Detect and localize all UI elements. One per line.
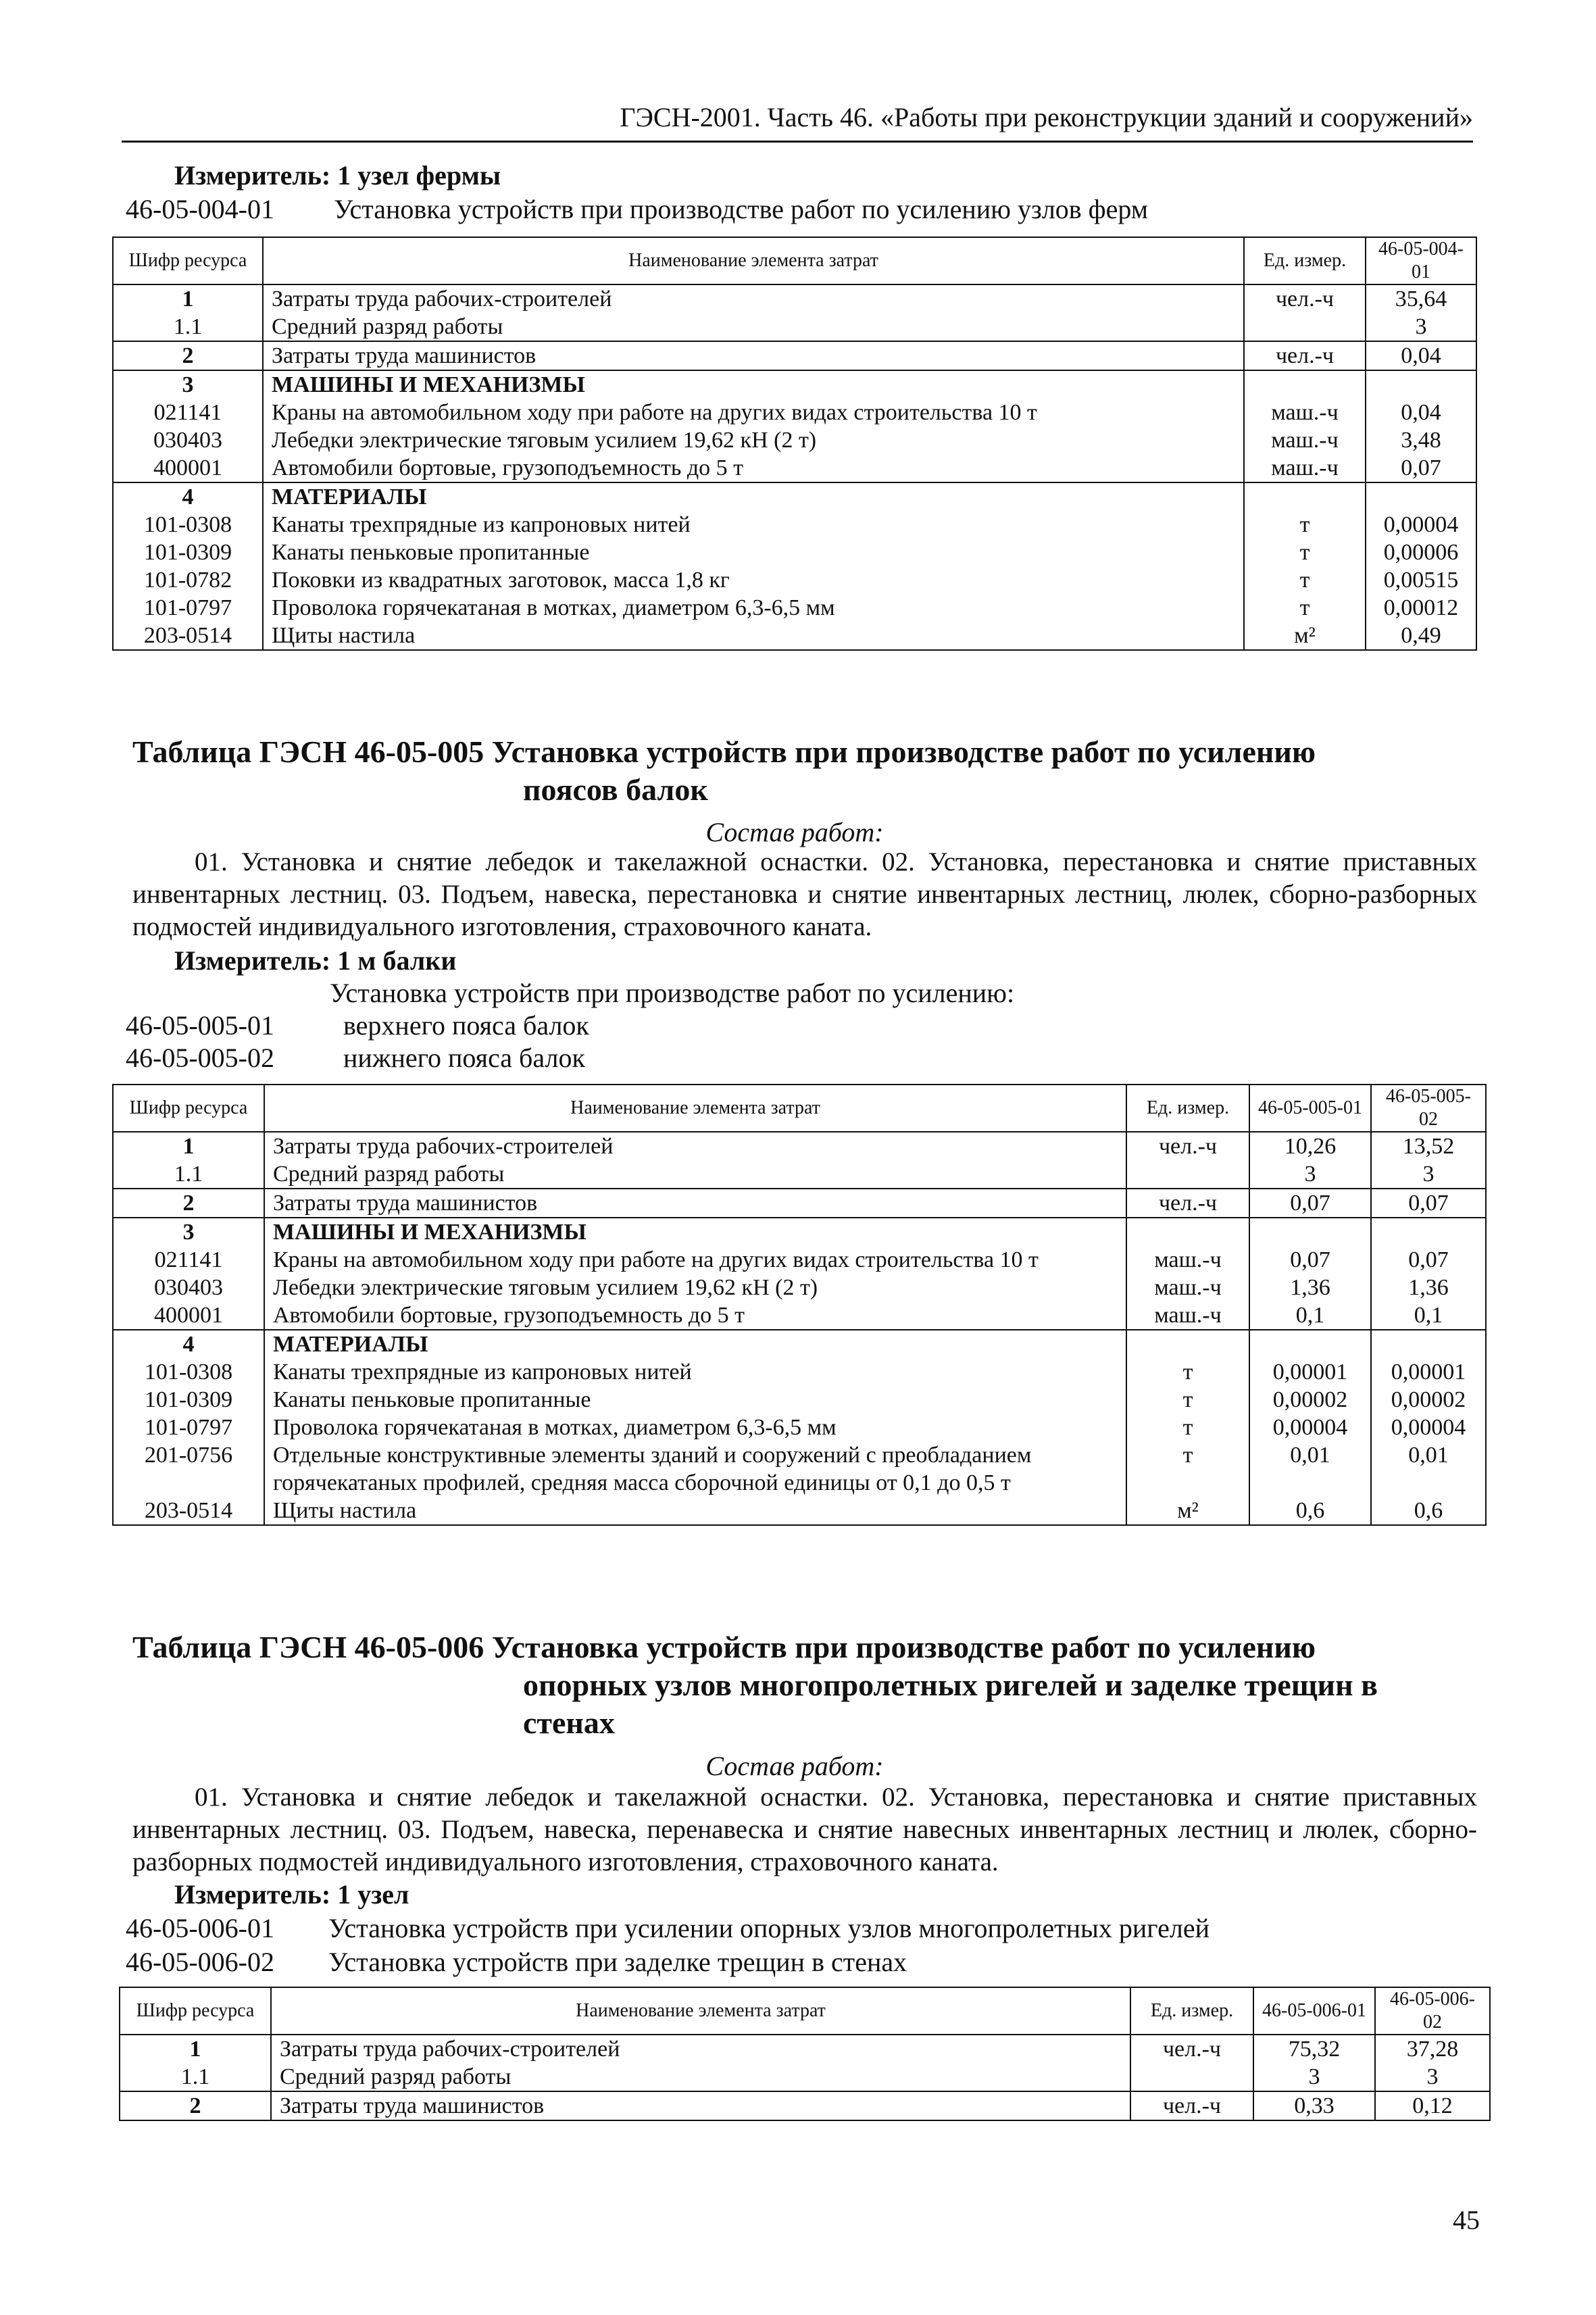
column-header: Наименование элемента затрат <box>263 237 1244 284</box>
cell-value: 0,00001 <box>1249 1358 1371 1386</box>
cell-name: Краны на автомобильном ходу при работе на других видах строительства 10 т <box>264 1246 1126 1274</box>
cell-code: 2 <box>113 1189 264 1218</box>
cell-value: 0,00012 <box>1366 594 1476 622</box>
cell-code: 101-0308 <box>113 511 263 539</box>
item-desc: Установка устройств при усилении опорных узлов многопролетных ригелей <box>328 1913 1210 1943</box>
title-line-2: поясов балок <box>523 772 708 807</box>
cell-unit: м² <box>1126 1497 1249 1525</box>
cell-unit: т <box>1126 1414 1249 1441</box>
item-desc: Установка устройств при производстве работ по усилению узлов ферм <box>334 194 1149 224</box>
cell-name: Автомобили бортовые, грузоподъемность до 5 т <box>263 454 1244 482</box>
cell-name: Проволока горячекатаная в мотках, диаметром 6,3-6,5 мм <box>264 1414 1126 1441</box>
cell-name: Канаты пеньковые пропитанные <box>264 1386 1126 1414</box>
table-46-05-004 <box>112 237 1477 651</box>
cell-code: 1.1 <box>113 1160 264 1189</box>
cell-unit: т <box>1126 1386 1249 1414</box>
cell-code: 101-0309 <box>113 539 263 566</box>
cell-unit: маш.-ч <box>1126 1274 1249 1301</box>
item-code: 46-05-005-02 <box>126 1043 274 1073</box>
cell-code: 030403 <box>113 426 263 454</box>
table-row <box>113 1218 1486 1246</box>
cell-name: Канаты трехпрядные из капроновых нитей <box>264 1358 1126 1386</box>
cell-unit <box>1130 2063 1253 2091</box>
cell-name: Канаты трехпрядные из капроновых нитей <box>263 511 1244 539</box>
cell-name: Лебедки электрические тяговым усилием 19,62 кН (2 т) <box>264 1274 1126 1301</box>
cell-unit: маш.-ч <box>1244 426 1366 454</box>
table-row <box>113 1132 1486 1160</box>
cell-name: Автомобили бортовые, грузоподъемность до 5 т <box>264 1301 1126 1330</box>
cell-name: Лебедки электрические тяговым усилием 19,62 кН (2 т) <box>263 426 1244 454</box>
table-row <box>113 1301 1486 1330</box>
cell-name: Затраты труда рабочих-строителей <box>264 1132 1126 1160</box>
cell-code: 201-0756 <box>113 1441 264 1497</box>
table-row <box>113 566 1476 594</box>
column-header: Ед. измер. <box>1130 1987 1253 2035</box>
cell-code: 1 <box>113 1132 264 1160</box>
cell-value: 0,1 <box>1249 1301 1371 1330</box>
cell-code: 203-0514 <box>113 622 263 650</box>
table-row <box>113 1386 1486 1414</box>
cell-value: 0,00004 <box>1371 1414 1486 1441</box>
table-row <box>120 2035 1490 2063</box>
cell-name: Проволока горячекатаная в мотках, диаметром 6,3-6,5 мм <box>263 594 1244 622</box>
table-row <box>113 341 1476 370</box>
cell-name: Щиты настила <box>264 1497 1126 1525</box>
cell-unit: т <box>1126 1358 1249 1386</box>
item-46-05-004-01 <box>126 193 1148 225</box>
table-row <box>113 482 1476 511</box>
cell-value: 0,04 <box>1366 399 1476 426</box>
cell-value: 3 <box>1249 1160 1371 1189</box>
cell-value <box>1366 370 1476 399</box>
cell-value <box>1366 482 1476 511</box>
cell-name: Отдельные конструктивные элементы зданий и сооружений с преобладанием горячекатаных профилей, средняя масса сборочной единицы от 0,1 до 0,5 т <box>264 1441 1126 1497</box>
table-row <box>120 2063 1490 2091</box>
cell-name: Средний разряд работы <box>271 2063 1130 2091</box>
cell-value: 1,36 <box>1249 1274 1371 1301</box>
item-code: 46-05-005-01 <box>126 1010 274 1041</box>
sostav-text-005: 01. Установка и снятие лебедок и такелажной оснастки. 02. Установка, перестановка и снятие приставных инвентарных лестниц. 03. Подъем, навеска, перестановка и снятие инвентарных лестниц, люлек, сборно-разборных подмостей индивидуального изготовления, страховочного каната. <box>132 847 1477 941</box>
cell-unit <box>1126 1330 1249 1358</box>
table-row <box>113 399 1476 426</box>
table-row <box>113 622 1476 650</box>
cell-value: 0,00001 <box>1371 1358 1486 1386</box>
cell-value: 0,33 <box>1253 2091 1375 2120</box>
cell-value: 0,00002 <box>1371 1386 1486 1414</box>
cell-code: 4 <box>113 482 263 511</box>
table-row <box>113 594 1476 622</box>
column-header: Шифр ресурса <box>113 237 263 284</box>
column-header: Шифр ресурса <box>113 1085 264 1132</box>
cell-unit <box>1244 370 1366 399</box>
cell-value: 0,07 <box>1371 1246 1486 1274</box>
cell-value: 3 <box>1375 2063 1490 2091</box>
meter-005: Измеритель: 1 м балки <box>174 945 457 976</box>
cell-value: 3 <box>1366 313 1476 341</box>
section-005-title <box>132 733 1484 809</box>
cell-code: 1 <box>113 284 263 313</box>
cell-unit: чел.-ч <box>1130 2091 1253 2120</box>
table-row <box>113 511 1476 539</box>
cell-value: 75,32 <box>1253 2035 1375 2063</box>
cell-code: 2 <box>120 2091 271 2120</box>
cell-name: МАШИНЫ И МЕХАНИЗМЫ <box>264 1218 1126 1246</box>
cell-value: 35,64 <box>1366 284 1476 313</box>
table-46-05-006 <box>119 1987 1491 2121</box>
column-header: Шифр ресурса <box>120 1987 271 2035</box>
cell-code: 021141 <box>113 399 263 426</box>
item-desc: верхнего пояса балок <box>343 1010 589 1041</box>
cell-unit: чел.-ч <box>1126 1132 1249 1160</box>
cell-value <box>1249 1218 1371 1246</box>
column-header: Наименование элемента затрат <box>271 1987 1130 2035</box>
table-row <box>113 539 1476 566</box>
item-code: 46-05-004-01 <box>126 194 274 224</box>
column-header: Ед. измер. <box>1244 237 1366 284</box>
cell-value: 10,26 <box>1249 1132 1371 1160</box>
cell-name: Средний разряд работы <box>264 1160 1126 1189</box>
cell-code: 101-0308 <box>113 1358 264 1386</box>
cell-unit: т <box>1126 1441 1249 1497</box>
cell-unit: м² <box>1244 622 1366 650</box>
cell-code: 101-0782 <box>113 566 263 594</box>
item-code: 46-05-006-01 <box>126 1913 274 1943</box>
cell-value: 0,01 <box>1371 1441 1486 1497</box>
cell-value: 0,12 <box>1375 2091 1490 2120</box>
cell-unit: т <box>1244 511 1366 539</box>
cell-value: 0,6 <box>1371 1497 1486 1525</box>
table-header-row <box>113 1085 1486 1132</box>
cell-code: 101-0797 <box>113 594 263 622</box>
cell-unit <box>1244 313 1366 341</box>
cell-value: 0,07 <box>1371 1189 1486 1218</box>
cell-value: 0,07 <box>1249 1189 1371 1218</box>
cell-value: 0,49 <box>1366 622 1476 650</box>
column-header: 46-05-006-02 <box>1375 1987 1490 2035</box>
title-line-3: стенах <box>523 1706 615 1740</box>
cell-name: Затраты труда рабочих-строителей <box>271 2035 1130 2063</box>
cell-value: 0,00004 <box>1249 1414 1371 1441</box>
title-line-2: опорных узлов многопролетных ригелей и заделке трещин в <box>523 1668 1378 1702</box>
cell-unit: маш.-ч <box>1244 454 1366 482</box>
table-row <box>113 454 1476 482</box>
cell-code: 203-0514 <box>113 1497 264 1525</box>
cell-name: МАТЕРИАЛЫ <box>263 482 1244 511</box>
cell-name: Щиты настила <box>263 622 1244 650</box>
section-006-title <box>132 1628 1484 1742</box>
table-row <box>113 313 1476 341</box>
sostav-label-005: Состав работ: <box>705 817 884 847</box>
title-line-1: Таблица ГЭСН 46-05-006 Установка устройств при производстве работ по усилению <box>132 1630 1316 1664</box>
cell-code: 3 <box>113 370 263 399</box>
item-46-05-005-01 <box>126 1010 589 1041</box>
cell-unit: чел.-ч <box>1130 2035 1253 2063</box>
title-line-1: Таблица ГЭСН 46-05-005 Установка устройств при производстве работ по усилению <box>132 735 1316 769</box>
cell-value: 0,07 <box>1366 454 1476 482</box>
cell-value <box>1371 1330 1486 1358</box>
running-header: ГЭСН-2001. Часть 46. «Работы при реконструкции зданий и сооружений» <box>620 102 1473 132</box>
table-header-row <box>113 237 1476 284</box>
cell-unit <box>1126 1160 1249 1189</box>
cell-code: 021141 <box>113 1246 264 1274</box>
table-row <box>113 1246 1486 1274</box>
column-header: Наименование элемента затрат <box>264 1085 1126 1132</box>
cell-value: 3,48 <box>1366 426 1476 454</box>
cell-code: 3 <box>113 1218 264 1246</box>
cell-unit: т <box>1244 566 1366 594</box>
cell-value: 0,00004 <box>1366 511 1476 539</box>
header-rule <box>122 141 1473 143</box>
item-46-05-005-02 <box>126 1042 585 1074</box>
cell-name: Затраты труда машинистов <box>263 341 1244 370</box>
cell-value <box>1371 1218 1486 1246</box>
table-row <box>113 1497 1486 1525</box>
table-row <box>113 1358 1486 1386</box>
table-row <box>120 2091 1490 2120</box>
table-row <box>113 1441 1486 1497</box>
item-46-05-006-01 <box>126 1912 1210 1944</box>
cell-name: Средний разряд работы <box>263 313 1244 341</box>
cell-code: 2 <box>113 341 263 370</box>
cell-value: 0,07 <box>1249 1246 1371 1274</box>
table-row <box>113 1274 1486 1301</box>
table-row <box>113 1330 1486 1358</box>
column-header: 46-05-004-01 <box>1366 237 1476 284</box>
cell-unit: чел.-ч <box>1244 341 1366 370</box>
table-row <box>113 1414 1486 1441</box>
cell-name: Затраты труда машинистов <box>271 2091 1130 2120</box>
cell-code: 1.1 <box>120 2063 271 2091</box>
intro-005: Установка устройств при производстве работ по усилению: <box>330 978 1015 1008</box>
item-46-05-006-02 <box>126 1946 907 1978</box>
table-row <box>113 1189 1486 1218</box>
column-header: 46-05-005-01 <box>1249 1085 1371 1132</box>
table-header-row <box>120 1987 1490 2035</box>
cell-value: 3 <box>1253 2063 1375 2091</box>
cell-value: 0,00515 <box>1366 566 1476 594</box>
cell-unit: маш.-ч <box>1126 1301 1249 1330</box>
meter-004: Измеритель: 1 узел фермы <box>174 160 501 191</box>
cell-value: 13,52 <box>1371 1132 1486 1160</box>
cell-unit <box>1244 482 1366 511</box>
cell-unit <box>1126 1218 1249 1246</box>
column-header: Ед. измер. <box>1126 1085 1249 1132</box>
item-desc: Установка устройств при заделке трещин в стенах <box>328 1947 907 1977</box>
cell-value: 0,00006 <box>1366 539 1476 566</box>
cell-value: 0,6 <box>1249 1497 1371 1525</box>
cell-unit: чел.-ч <box>1244 284 1366 313</box>
cell-code: 101-0797 <box>113 1414 264 1441</box>
cell-value: 37,28 <box>1375 2035 1490 2063</box>
page-number: 45 <box>1453 2205 1480 2235</box>
item-code: 46-05-006-02 <box>126 1947 274 1977</box>
column-header: 46-05-006-01 <box>1253 1987 1375 2035</box>
cell-value: 1,36 <box>1371 1274 1486 1301</box>
cell-value: 0,1 <box>1371 1301 1486 1330</box>
cell-code: 030403 <box>113 1274 264 1301</box>
cell-unit: чел.-ч <box>1126 1189 1249 1218</box>
table-row <box>113 284 1476 313</box>
cell-value: 0,04 <box>1366 341 1476 370</box>
sostav-text-006: 01. Установка и снятие лебедок и такелажной оснастки. 02. Установка, перестановка и снятие приставных инвентарных лестниц. 03. Подъем, навеска, перенавеска и снятие навесных инвентарных лестниц и люлек, сборно-разборных подмостей индивидуального изготовления, страховочного каната. <box>132 1783 1477 1876</box>
cell-value: 3 <box>1371 1160 1486 1189</box>
cell-code: 1.1 <box>113 313 263 341</box>
cell-unit: т <box>1244 539 1366 566</box>
cell-value: 0,00002 <box>1249 1386 1371 1414</box>
cell-code: 400001 <box>113 1301 264 1330</box>
cell-code: 101-0309 <box>113 1386 264 1414</box>
item-desc: нижнего пояса балок <box>343 1043 585 1073</box>
cell-unit: маш.-ч <box>1244 399 1366 426</box>
table-row <box>113 426 1476 454</box>
cell-name: Затраты труда рабочих-строителей <box>263 284 1244 313</box>
cell-code: 1 <box>120 2035 271 2063</box>
sostav-label-006: Состав работ: <box>705 1751 884 1781</box>
cell-value <box>1249 1330 1371 1358</box>
cell-name: Краны на автомобильном ходу при работе на других видах строительства 10 т <box>263 399 1244 426</box>
cell-unit: маш.-ч <box>1126 1246 1249 1274</box>
column-header: 46-05-005-02 <box>1371 1085 1486 1132</box>
cell-unit: т <box>1244 594 1366 622</box>
cell-code: 400001 <box>113 454 263 482</box>
cell-name: Канаты пеньковые пропитанные <box>263 539 1244 566</box>
table-46-05-005 <box>112 1084 1487 1526</box>
table-row <box>113 370 1476 399</box>
cell-name: МАШИНЫ И МЕХАНИЗМЫ <box>263 370 1244 399</box>
cell-name: Поковки из квадратных заготовок, масса 1,8 кг <box>263 566 1244 594</box>
cell-code: 4 <box>113 1330 264 1358</box>
cell-value: 0,01 <box>1249 1441 1371 1497</box>
meter-006: Измеритель: 1 узел <box>174 1879 409 1910</box>
cell-name: МАТЕРИАЛЫ <box>264 1330 1126 1358</box>
cell-name: Затраты труда машинистов <box>264 1189 1126 1218</box>
table-row <box>113 1160 1486 1189</box>
